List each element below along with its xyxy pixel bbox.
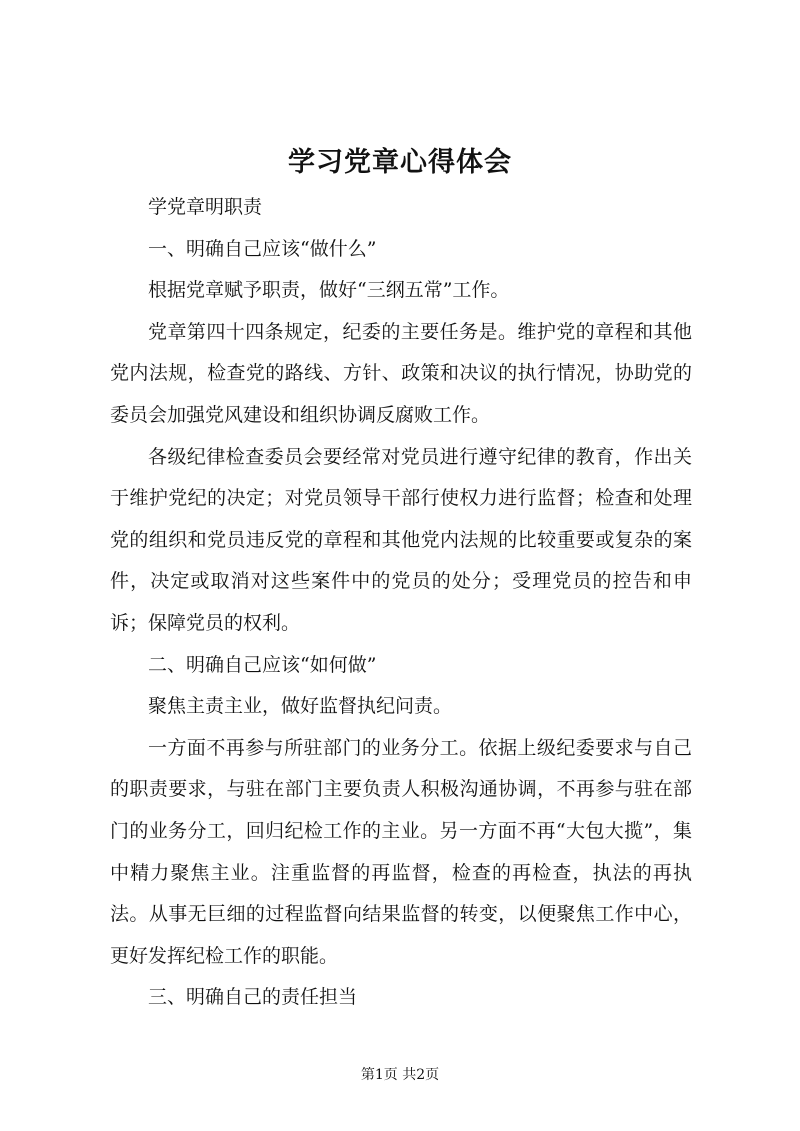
paragraph: 各级纪律检查委员会要经常对党员进行遵守纪律的教育，作出关于维护党纪的决定；对党员领导干部行使权力进行监督；检查和处理党的组织和党员违反党的章程和其他党内法规的比较重要或复杂的案件，决定或取消对这些案件中的党员的处分；受理党员的控告和申诉；保障党员的权利。 <box>110 445 692 634</box>
paragraph: 一方面不再参与所驻部门的业务分工。依据上级纪委要求与自己的职责要求，与驻在部门主要负责人积极沟通协调，不再参与驻在部门的业务分工，回归纪检工作的主业。另一方面不再“大包大揽”，集中精力聚焦主业。注重监督的再监督，检查的再检查，执法的再执法。从事无巨细的过程监督向结果监督的转变，以便聚焦工作中心，更好发挥纪检工作的职能。 <box>110 736 692 967</box>
paragraph-heading-intro: 学党章明职责 <box>148 196 263 218</box>
paragraph: 党章第四十四条规定，纪委的主要任务是。维护党的章程和其他党内法规，检查党的路线、方针、政策和决议的执行情况，协助党的委员会加强党风建设和组织协调反腐败工作。 <box>110 320 692 426</box>
document-body <box>110 187 692 1019</box>
paragraph: 聚焦主责主业，做好监督执纪问责。 <box>148 695 453 718</box>
section-heading-two: 二、明确自己应该“如何做” <box>148 653 377 676</box>
section-heading-one: 一、明确自己应该“做什么” <box>148 237 377 260</box>
page-title: 学习党章心得体会 <box>288 147 512 178</box>
section-heading-three: 三、明确自己的责任担当 <box>148 986 358 1009</box>
page-number-footer: 第1页 共2页 <box>360 1067 440 1083</box>
paragraph: 根据党章赋予职责，做好“三纲五常”工作。 <box>148 279 510 302</box>
